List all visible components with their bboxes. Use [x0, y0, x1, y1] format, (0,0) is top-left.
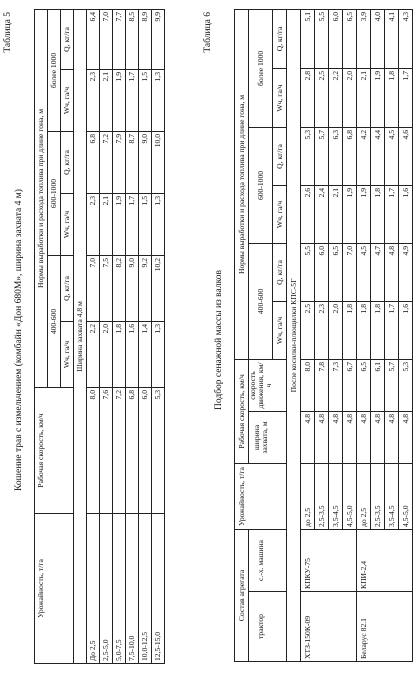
t5-subheading: Ширина захвата 4,8 м [74, 9, 87, 663]
table-cell: 8,9 [139, 9, 152, 69]
table-cell: КПИ-2,4 [357, 529, 371, 591]
table-cell: 6,5 [329, 243, 343, 301]
t6-group-header: 400-600 [249, 243, 273, 359]
table-cell: 5,3 [399, 359, 413, 411]
t5-q-header: Q, кг/га [61, 132, 74, 194]
table-cell: 9,0 [139, 132, 152, 194]
table-cell: 2,2 [87, 322, 100, 388]
table-row [301, 9, 315, 661]
table-cell: 5,7 [315, 127, 329, 185]
table-cell [385, 592, 399, 662]
table-cell: 2,1 [100, 194, 113, 256]
t6-machine-header-end [273, 529, 287, 591]
table-cell: 2,0 [343, 68, 357, 127]
table-row [100, 9, 113, 663]
t5-yield-header-cont [48, 514, 61, 664]
table-cell: 5,0-7,5 [113, 514, 126, 664]
table-cell: Беларус 82.1 [357, 592, 371, 662]
table-cell: 9,2 [139, 256, 152, 322]
table-cell: 7,6 [100, 388, 113, 514]
table-cell: 1,9 [343, 185, 357, 243]
table-cell: 5,3 [301, 127, 315, 185]
table-cell: 4,2 [357, 127, 371, 185]
table5-title: Кошение трав с измельчением (комбайн «Дон 680М», ширина захвата 4 м) [14, 189, 24, 491]
t5-body [87, 9, 165, 663]
table-cell: До 2,5 [87, 514, 100, 664]
t5-speed-header-cont [48, 388, 61, 514]
table6-title: Подбор сенажной массы из валков [214, 270, 224, 410]
table-cell: 1,7 [126, 70, 139, 132]
t6-group-header: 600-1000 [249, 127, 273, 243]
table-cell: 7,5 [100, 256, 113, 322]
table-cell: до 2,5 [357, 463, 371, 529]
table-cell: 4,5-5,0 [343, 463, 357, 529]
table-cell: 4,8 [329, 411, 343, 463]
table-row [87, 9, 100, 663]
t6-q-header: Q, кг/га [273, 243, 287, 301]
table-cell: 7,9 [113, 132, 126, 194]
table-cell: 2,5 [301, 301, 315, 359]
table-cell: 1,6 [399, 301, 413, 359]
t5-w-header: Wч, га/ч [61, 322, 74, 388]
table-cell: 2,2 [329, 68, 343, 127]
t5-speed-header: Рабочая скорость, км/ч [35, 388, 48, 514]
t5-group-header: более 1000 [48, 9, 61, 131]
table-cell: 6,0 [315, 243, 329, 301]
t5-norms-header: Нормы выработки и расхода топлива при длине гона, м [35, 9, 48, 387]
table-row [315, 9, 329, 661]
table-cell: 1,7 [385, 301, 399, 359]
table-cell: 6,4 [87, 9, 100, 69]
table-cell: 6,5 [343, 9, 357, 68]
t6-norms-header: Нормы выработки и расхода топлива при длине гона, м [235, 9, 249, 359]
table-cell: 1,8 [371, 185, 385, 243]
table-cell: 2,3 [87, 70, 100, 132]
table-cell: 10,2 [152, 256, 165, 322]
t5-q-header: Q, кг/га [61, 9, 74, 69]
table-cell: 1,3 [152, 194, 165, 256]
table6 [234, 9, 413, 662]
table-cell: 1,4 [139, 322, 152, 388]
table-cell [385, 529, 399, 591]
table-cell: 2,8 [301, 68, 315, 127]
t6-tractor-header: трактор [249, 592, 273, 662]
table-cell: 7,3 [329, 359, 343, 411]
t5-yield-header-end [61, 514, 74, 664]
table-cell: 9,9 [152, 9, 165, 69]
t5-group-header: 600-1000 [48, 132, 61, 256]
table-cell: 8,0 [301, 359, 315, 411]
table-cell: 4,0 [371, 9, 385, 68]
table-cell: 6,0 [139, 388, 152, 514]
table-cell [329, 592, 343, 662]
table-cell: 2,6 [301, 185, 315, 243]
table-cell: 4,1 [385, 9, 399, 68]
t6-width-header-end [273, 411, 287, 463]
table5 [34, 9, 165, 664]
table-cell: 1,9 [113, 70, 126, 132]
table-cell: 4,8 [357, 411, 371, 463]
t6-body [301, 9, 413, 661]
table-row [343, 9, 357, 661]
table-cell: 5,5 [315, 9, 329, 68]
table-row [113, 9, 126, 663]
table-cell [343, 529, 357, 591]
t6-yield-header-cont [249, 463, 273, 529]
table-cell: 5,3 [152, 388, 165, 514]
table6-caption: Таблица 6 [203, 12, 213, 53]
table-cell [371, 592, 385, 662]
table5-caption: Таблица 5 [3, 12, 13, 53]
table-cell [315, 529, 329, 591]
table-cell: 6,1 [371, 359, 385, 411]
table-cell: 7,2 [100, 132, 113, 194]
table-cell: 6,7 [343, 359, 357, 411]
table-cell: 4,8 [385, 243, 399, 301]
table-cell: 1,9 [113, 194, 126, 256]
table-cell: 2,5-3,5 [315, 463, 329, 529]
table-cell: 4,7 [371, 243, 385, 301]
table-cell: 4,8 [343, 411, 357, 463]
table-cell: 8,7 [126, 132, 139, 194]
table-cell: 4,8 [399, 411, 413, 463]
t5-group-header: 400-600 [48, 256, 61, 388]
table-row [399, 9, 413, 661]
table-cell: 7,2 [113, 388, 126, 514]
table-cell: 1,7 [399, 68, 413, 127]
table-cell: 12,5-15,0 [152, 514, 165, 664]
table-cell: 2,5-5,0 [100, 514, 113, 664]
table-cell: 2,4 [315, 185, 329, 243]
table-cell: 6,5 [357, 359, 371, 411]
table-cell: 1,6 [399, 185, 413, 243]
table-cell: 2,1 [357, 68, 371, 127]
table-cell: 8,5 [126, 9, 139, 69]
table-cell: 3,5-4,5 [385, 463, 399, 529]
table-cell: 1,5 [139, 194, 152, 256]
table-cell [315, 592, 329, 662]
t6-speed-move-header: скорость движения, км/ч [249, 359, 273, 411]
table-cell: 6,3 [329, 127, 343, 185]
table-cell: 4,5 [357, 243, 371, 301]
table-cell: 9,0 [126, 256, 139, 322]
t6-yield-header: Урожайность, т/га [235, 463, 249, 529]
table-cell: 4,4 [371, 127, 385, 185]
t5-speed-header-end [61, 388, 74, 514]
table-cell: 10,0 [152, 132, 165, 194]
table-row [152, 9, 165, 663]
table-cell: ХТЗ-150К-09 [301, 592, 315, 662]
table-cell: 7,0 [100, 9, 113, 69]
t5-w-header: Wч, га/ч [61, 70, 74, 132]
table-cell: 4,8 [371, 411, 385, 463]
t6-w-header: Wч, га/ч [273, 185, 287, 243]
t6-composition-header: Состав агрегата [235, 529, 249, 661]
t6-group-header: более 1000 [249, 9, 273, 127]
table-cell: 1,8 [357, 301, 371, 359]
table-cell: 3,5-4,5 [329, 463, 343, 529]
table-cell: 4,3 [399, 9, 413, 68]
table-cell: 10,0-12,5 [139, 514, 152, 664]
table-cell: КПКУ-75 [301, 529, 315, 591]
table-cell: 3,9 [357, 9, 371, 68]
table-cell: 2,1 [329, 185, 343, 243]
table-cell: 1,3 [152, 70, 165, 132]
table-cell: 4,8 [315, 411, 329, 463]
table-cell: 5,5 [301, 243, 315, 301]
table-cell: 1,8 [371, 301, 385, 359]
table-cell: 1,8 [113, 322, 126, 388]
table-cell: 4,8 [301, 411, 315, 463]
table-cell: 7,0 [87, 256, 100, 322]
table-cell: 1,9 [371, 68, 385, 127]
table-cell: 2,0 [329, 301, 343, 359]
table-cell [371, 529, 385, 591]
table-cell: 5,7 [385, 359, 399, 411]
table-cell: 1,8 [343, 301, 357, 359]
table-cell: 7,8 [315, 359, 329, 411]
table-row [357, 9, 371, 661]
table-cell [399, 529, 413, 591]
t6-q-header: Q, кг/га [273, 127, 287, 185]
table-cell: 7,0 [343, 243, 357, 301]
table-cell: до 2,5 [301, 463, 315, 529]
t6-q-header: Q, кг/га [273, 9, 287, 68]
table-cell: 6,8 [126, 388, 139, 514]
table-row [126, 9, 139, 663]
table-cell: 2,3 [315, 301, 329, 359]
table-cell: 1,3 [152, 322, 165, 388]
table-cell: 1,9 [357, 185, 371, 243]
table-row [371, 9, 385, 661]
table-cell: 6,8 [343, 127, 357, 185]
t6-width-header: ширина захвата, м [249, 411, 273, 463]
t6-tractor-header-end [273, 592, 287, 662]
t6-speed-move-header-end [273, 359, 287, 411]
t6-subheading: После косилки-плющилки КПС-5Г [287, 9, 301, 661]
table-cell: 2,5 [315, 68, 329, 127]
table-cell: 8,0 [87, 388, 100, 514]
table-cell: 7,5-10,0 [126, 514, 139, 664]
t6-w-header: Wч, га/ч [273, 301, 287, 359]
table-cell: 4,5-5,0 [399, 463, 413, 529]
t6-yield-header-end [273, 463, 287, 529]
table-cell: 4,8 [385, 411, 399, 463]
table-cell: 4,5 [385, 127, 399, 185]
table-row [385, 9, 399, 661]
table-cell: 1,6 [126, 322, 139, 388]
table-row [329, 9, 343, 661]
table-cell: 6,8 [87, 132, 100, 194]
table-cell: 2,0 [100, 322, 113, 388]
table-cell: 8,2 [113, 256, 126, 322]
table-cell: 7,7 [113, 9, 126, 69]
t5-q-header: Q, кг/га [61, 256, 74, 322]
table-cell [343, 592, 357, 662]
table-cell: 5,1 [301, 9, 315, 68]
table-cell: 6,0 [329, 9, 343, 68]
table-row [139, 9, 152, 663]
t5-w-header: Wч, га/ч [61, 194, 74, 256]
t6-machine-header: с.-х. машина [249, 529, 273, 591]
table-cell: 4,9 [399, 243, 413, 301]
table-cell: 4,6 [399, 127, 413, 185]
t6-speed-header: Рабочая скорость, км/ч [235, 359, 249, 463]
table-cell: 1,8 [385, 68, 399, 127]
t5-yield-header: Урожайность, т/га [35, 514, 48, 664]
table-cell: 1,7 [385, 185, 399, 243]
table-cell [329, 529, 343, 591]
t6-w-header: Wч, га/ч [273, 68, 287, 127]
table-cell: 1,5 [139, 70, 152, 132]
table-cell: 2,5-3,5 [371, 463, 385, 529]
table-cell [399, 592, 413, 662]
table-cell: 2,3 [87, 194, 100, 256]
table-cell: 1,7 [126, 194, 139, 256]
table-cell: 2,1 [100, 70, 113, 132]
